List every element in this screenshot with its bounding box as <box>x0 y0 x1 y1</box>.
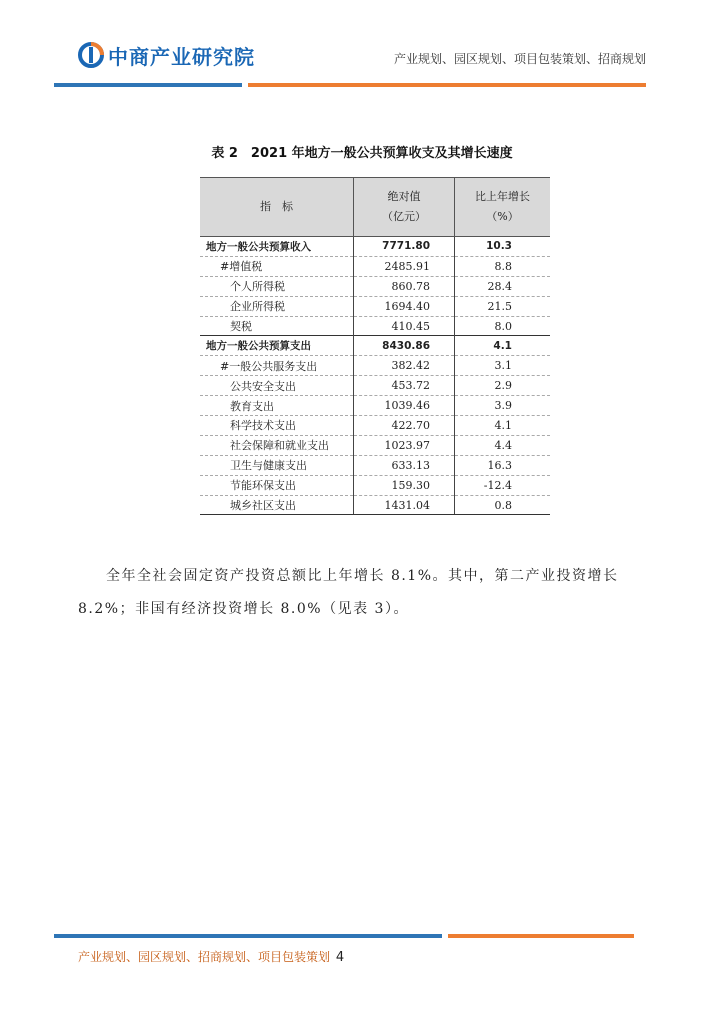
footer-divider-orange <box>448 934 634 938</box>
row-absolute-value: 8430.86 <box>354 336 455 356</box>
row-absolute-value: 860.78 <box>354 276 455 296</box>
row-growth: 16.3 <box>455 455 551 475</box>
row-indicator: 企业所得税 <box>200 296 354 316</box>
logo-text: 中商产业研究院 <box>108 44 255 69</box>
row-growth: 3.9 <box>455 396 551 416</box>
table-row <box>200 316 550 336</box>
table-title: 表 2 2021 年地方一般公共预算收支及其增长速度 <box>211 146 513 161</box>
page-number: 4 <box>335 950 345 965</box>
table-row <box>200 276 550 296</box>
row-indicator: 地方一般公共预算收入 <box>200 237 354 257</box>
row-indicator: 教育支出 <box>200 396 354 416</box>
table-row <box>200 296 550 316</box>
footer-divider-blue <box>54 934 442 938</box>
table-row <box>200 336 550 356</box>
header-growth: 比上年增长 （%） <box>455 178 551 237</box>
row-growth: 28.4 <box>455 276 551 296</box>
row-absolute-value: 1431.04 <box>354 495 455 515</box>
body-paragraph: 全年全社会固定资产投资总额比上年增长 8.1%。其中，第二产业投资增长 8.2%；非国有经济投资增长 8.0%（见表 3）。 <box>78 568 619 617</box>
row-indicator: 公共安全支出 <box>200 376 354 396</box>
row-absolute-value: 1023.97 <box>354 435 455 455</box>
row-growth: 3.1 <box>455 356 551 376</box>
table-body <box>200 237 550 515</box>
row-absolute-value: 1694.40 <box>354 296 455 316</box>
row-indicator: 社会保障和就业支出 <box>200 435 354 455</box>
row-absolute-value: 159.30 <box>354 475 455 495</box>
row-growth: 4.1 <box>455 416 551 436</box>
row-absolute-value: 410.45 <box>354 316 455 336</box>
table-row <box>200 396 550 416</box>
table-header-row <box>200 178 550 237</box>
row-absolute-value: 422.70 <box>354 416 455 436</box>
row-absolute-value: 1039.46 <box>354 396 455 416</box>
row-growth: 2.9 <box>455 376 551 396</box>
row-indicator: #增值税 <box>200 256 354 276</box>
table-row <box>200 495 550 515</box>
row-absolute-value: 382.42 <box>354 356 455 376</box>
table-row <box>200 356 550 376</box>
header-tagline: 产业规划、园区规划、项目包装策划、招商规划 <box>393 52 646 66</box>
row-indicator: 地方一般公共预算支出 <box>200 336 354 356</box>
row-growth: 10.3 <box>455 237 551 257</box>
table-row <box>200 455 550 475</box>
row-indicator: 节能环保支出 <box>200 475 354 495</box>
table-row <box>200 256 550 276</box>
row-growth: 4.1 <box>455 336 551 356</box>
row-growth: 4.4 <box>455 435 551 455</box>
table-row <box>200 416 550 436</box>
row-growth: -12.4 <box>455 475 551 495</box>
table-row <box>200 475 550 495</box>
header-divider-orange <box>248 83 646 87</box>
logo-mark-icon <box>78 42 104 68</box>
row-growth: 8.8 <box>455 256 551 276</box>
header-indicator: 指 标 <box>200 178 354 237</box>
row-growth: 21.5 <box>455 296 551 316</box>
row-indicator: 科学技术支出 <box>200 416 354 436</box>
row-growth: 8.0 <box>455 316 551 336</box>
row-indicator: 卫生与健康支出 <box>200 455 354 475</box>
company-logo <box>78 40 255 70</box>
footer-tagline: 产业规划、园区规划、招商规划、项目包装策划 <box>78 950 331 964</box>
row-absolute-value: 2485.91 <box>354 256 455 276</box>
row-indicator: #一般公共服务支出 <box>200 356 354 376</box>
row-growth: 0.8 <box>455 495 551 515</box>
row-absolute-value: 633.13 <box>354 455 455 475</box>
header-absolute-value: 绝对值 （亿元） <box>354 178 455 237</box>
budget-table <box>200 177 550 515</box>
row-absolute-value: 453.72 <box>354 376 455 396</box>
page-header <box>0 0 724 100</box>
page-footer <box>78 948 344 965</box>
row-indicator: 契税 <box>200 316 354 336</box>
row-absolute-value: 7771.80 <box>354 237 455 257</box>
row-indicator: 城乡社区支出 <box>200 495 354 515</box>
table-row <box>200 376 550 396</box>
header-divider-blue <box>54 83 242 87</box>
row-indicator: 个人所得税 <box>200 276 354 296</box>
table-row <box>200 435 550 455</box>
table-row <box>200 237 550 257</box>
